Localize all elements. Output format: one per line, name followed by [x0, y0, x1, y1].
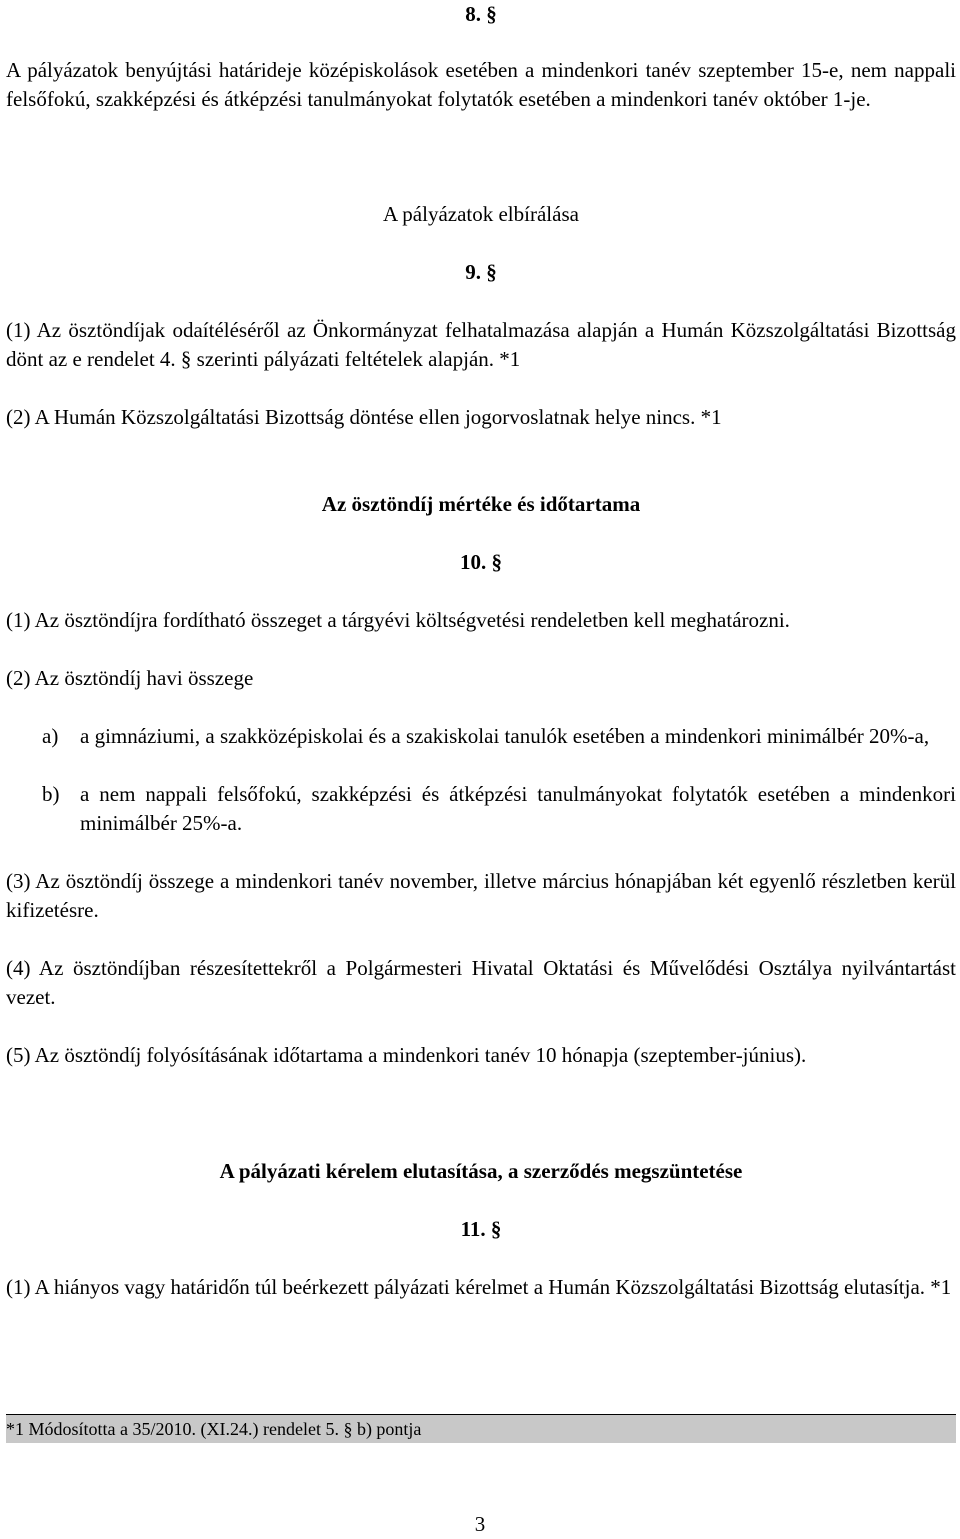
footnote: *1 Módosította a 35/2010. (XI.24.) rendelet 5. § b) pontja: [6, 1414, 956, 1443]
list-label-b: b): [42, 782, 60, 806]
section-11-title: A pályázati kérelem elutasítása, a szerződés megszüntetése: [219, 1159, 743, 1183]
section-9-paragraph-2: (2) A Humán Közszolgáltatási Bizottság döntése ellen jogorvoslatnak helye nincs. *1: [6, 405, 722, 429]
section-10-paragraph-4: (4) Az ösztöndíjban részesítettekről a Polgármesteri Hivatal Oktatási és Művelődési Osztálya nyilvántartást vezet.: [6, 956, 956, 1009]
list-text-b: a nem nappali felsőfokú, szakképzési és átképzési tanulmányokat folytatók esetében a mindenkori minimálbér 25%-a.: [80, 782, 956, 835]
section-8-number: 8. §: [465, 2, 497, 26]
list-item-a: [42, 722, 956, 751]
section-8-paragraph: A pályázatok benyújtási határideje középiskolások esetében a mindenkori tanév szeptember 15-e, nem nappali felsőfokú, szakképzési és átképzési tanulmányokat folytatók esetében a mindenkori tanév október 1-je.: [6, 58, 956, 111]
list-text-a: a gimnáziumi, a szakközépiskolai és a szakiskolai tanulók esetében a mindenkori minimálbér 20%-a,: [80, 724, 930, 748]
section-10-paragraph-3: (3) Az ösztöndíj összege a mindenkori tanév november, illetve március hónapjában két egyenlő részletben kerül kifizetésre.: [6, 869, 956, 922]
section-11-number: 11. §: [460, 1217, 502, 1241]
section-10-paragraph-2: (2) Az ösztöndíj havi összege: [6, 666, 254, 690]
section-9-paragraph-1: (1) Az ösztöndíjak odaítéléséről az Önkormányzat felhatalmazása alapján a Humán Közszolgáltatási Bizottság dönt az e rendelet 4. § szerinti pályázati feltételek alapján. *1: [6, 318, 956, 371]
section-10-title: Az ösztöndíj mértéke és időtartama: [321, 492, 641, 516]
section-9-title: A pályázatok elbírálása: [383, 202, 579, 226]
list-label-a: a): [42, 724, 59, 748]
section-9-number: 9. §: [465, 260, 497, 284]
section-10-paragraph-1: (1) Az ösztöndíjra fordítható összeget a tárgyévi költségvetési rendeletben kell meghatározni.: [6, 608, 790, 632]
list-item-b: [42, 780, 956, 838]
section-10-number: 10. §: [460, 550, 502, 574]
section-10-paragraph-5: (5) Az ösztöndíj folyósításának időtartama a mindenkori tanév 10 hónapja (szeptember-június).: [6, 1043, 807, 1067]
section-11-paragraph-1: (1) A hiányos vagy határidőn túl beérkezett pályázati kérelmet a Humán Közszolgáltatási Bizottság elutasítja. *1: [6, 1275, 952, 1299]
page-number: 3: [474, 1512, 486, 1536]
